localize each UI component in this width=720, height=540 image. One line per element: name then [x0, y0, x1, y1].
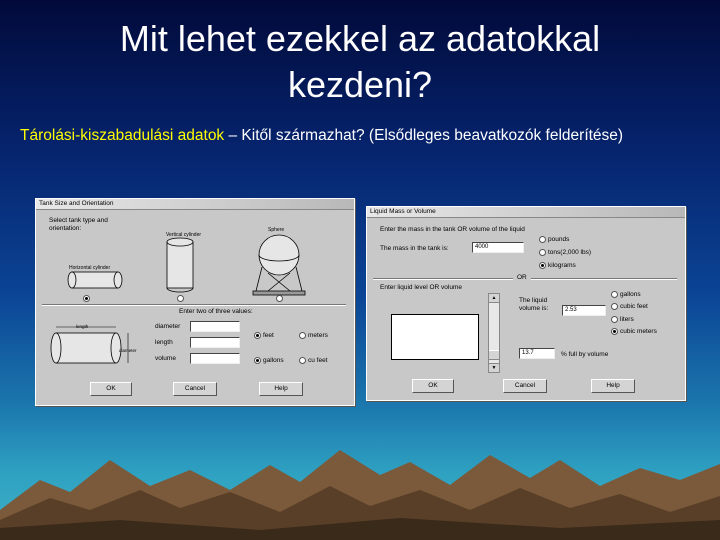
mass-label: The mass in the tank is: [380, 245, 449, 252]
opt-pounds-label: pounds [548, 236, 570, 243]
radio-pounds[interactable] [539, 236, 546, 243]
volume-label: volume [155, 355, 176, 362]
cylinder-dimension-icon [46, 321, 141, 371]
vertical-cylinder-label: Vertical cylinder [166, 232, 202, 238]
slide-subtitle [20, 127, 720, 145]
volume-input[interactable] [190, 353, 240, 364]
dimension-diameter-label: diameter [119, 348, 137, 353]
subtitle-rest: – Kitől származhat? (Elsődleges beavatkozók felderítése) [224, 127, 624, 144]
opt-cubic-meters-label: cubic meters [620, 328, 657, 335]
sphere-tank-icon [253, 235, 305, 295]
radio-tons[interactable] [539, 249, 546, 256]
opt-liters-label: liters [620, 316, 634, 323]
opt-gallons-label: gallons [620, 291, 641, 298]
radio-cu-feet[interactable] [299, 357, 306, 364]
tank-illustrations [36, 199, 354, 309]
liquid-mass-dialog [366, 206, 686, 401]
or-divider-right [531, 278, 677, 280]
radio-liters[interactable] [611, 316, 618, 323]
unit-gallons-label: gallons [263, 357, 284, 364]
tank-instruction-2: orientation: [49, 225, 82, 232]
tank-ok-button[interactable]: OK [90, 382, 132, 396]
tank-cancel-button[interactable]: Cancel [173, 382, 217, 396]
diameter-input[interactable] [190, 321, 240, 332]
slide-title [0, 16, 720, 108]
sphere-label: Sphere [268, 227, 285, 233]
radio-meters[interactable] [299, 332, 306, 339]
scroll-up-arrow-icon[interactable]: ▲ [489, 294, 499, 303]
title-line-2: kezdeni? [287, 64, 433, 105]
liquid-volume-input[interactable]: 2.53 [562, 305, 606, 316]
radio-feet[interactable] [254, 332, 261, 339]
radio-cubic-meters[interactable] [611, 328, 618, 335]
tank-divider [42, 304, 346, 306]
dimension-length-label: length [76, 324, 89, 329]
percent-full-input[interactable]: 13.7 [519, 348, 555, 359]
vertical-cylinder-icon [167, 238, 193, 292]
length-label: length [155, 339, 173, 346]
tank-dialog-titlebar: Tank Size and Orientation [36, 199, 354, 210]
tank-level-view[interactable] [391, 314, 479, 360]
liquid-ok-button[interactable]: OK [412, 379, 454, 393]
unit-cu-feet-label: cu feet [308, 357, 328, 364]
mountain-range-graphic [0, 420, 720, 540]
radio-kilograms[interactable] [539, 262, 546, 269]
or-label: OR [517, 274, 527, 281]
liquid-dialog-titlebar: Liquid Mass or Volume [367, 207, 685, 218]
liquid-volume-label-2: volume is: [519, 305, 549, 312]
unit-feet-label: feet [263, 332, 274, 339]
liquid-help-button[interactable]: Help [591, 379, 635, 393]
or-divider-left [373, 278, 513, 280]
radio-liquid-gallons[interactable] [611, 291, 618, 298]
liquid-cancel-button[interactable]: Cancel [503, 379, 547, 393]
mass-input[interactable]: 4000 [472, 242, 524, 253]
radio-gallons[interactable] [254, 357, 261, 364]
tank-instruction-1: Select tank type and [49, 217, 108, 224]
tank-help-button[interactable]: Help [259, 382, 303, 396]
radio-sphere[interactable] [276, 295, 283, 302]
level-scrollbar[interactable] [488, 293, 500, 373]
diameter-label: diameter [155, 323, 181, 330]
unit-meters-label: meters [308, 332, 328, 339]
liquid-instruction: Enter the mass in the tank OR volume of the liquid [380, 226, 525, 233]
horizontal-cylinder-icon [68, 272, 122, 288]
horizontal-cylinder-label: Horizontal cylinder [69, 265, 111, 271]
level-instruction: Enter liquid level OR volume [380, 284, 463, 291]
opt-kilograms-label: kilograms [548, 262, 576, 269]
tank-size-dialog [35, 198, 355, 406]
scroll-down-arrow-icon[interactable]: ▼ [489, 363, 499, 372]
enter-two-values-label: Enter two of three values: [179, 308, 253, 315]
title-line-1: Mit lehet ezekkel az adatokkal [119, 18, 601, 59]
opt-tons-label: tons(2,000 lbs) [548, 249, 591, 256]
liquid-volume-label-1: The liquid [519, 297, 548, 304]
radio-cubic-feet[interactable] [611, 303, 618, 310]
length-input[interactable] [190, 337, 240, 348]
subtitle-accent: Tárolási-kiszabadulási adatok [20, 127, 225, 144]
scroll-thumb[interactable] [489, 350, 499, 360]
percent-full-label: % full by volume [561, 351, 609, 358]
radio-horizontal-cylinder[interactable] [83, 295, 90, 302]
opt-cubic-feet-label: cubic feet [620, 303, 648, 310]
radio-vertical-cylinder[interactable] [177, 295, 184, 302]
